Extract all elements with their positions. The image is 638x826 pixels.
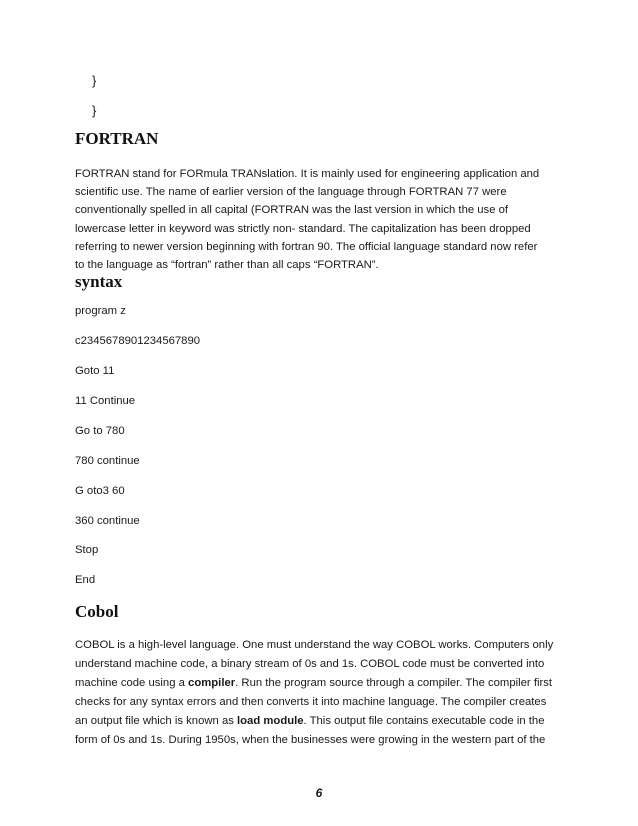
code-line-1: program z [75, 305, 126, 317]
cobol-line-1: COBOL is a high-level language. One must understand the way COBOL works. Computers only [75, 639, 554, 651]
cobol-line-3-end: . Run the program source through a compiler. The compiler first [235, 676, 553, 689]
cobol-line-3 [75, 674, 570, 693]
heading-cobol: Cobol [75, 602, 119, 621]
heading-syntax: syntax [75, 272, 123, 291]
cobol-line-5 [75, 712, 570, 731]
page-number: 6 [315, 786, 323, 800]
code-line-8: 360 continue [75, 515, 140, 527]
term-load-module: load module [237, 714, 304, 727]
fortran-line-2: scientific use. The name of earlier version of the language through FORTRAN 77 were [75, 186, 507, 199]
cobol-line-6: form of 0s and 1s. During 1950s, when the businesses were growing in the western part of the [75, 733, 546, 746]
code-brace-1: } [92, 73, 97, 88]
cobol-line-5-end: . This output file contains executable code in the [303, 714, 545, 727]
fortran-paragraph [75, 165, 565, 274]
fortran-line-5: referring to newer version beginning with fortran 90. The official language standard now refer [75, 240, 538, 253]
term-compiler: compiler [188, 676, 236, 689]
fortran-line-3: conventionally spelled in all capital (FORTRAN was the last version in which the use of [75, 204, 509, 217]
code-line-10: End [75, 574, 96, 586]
heading-fortran: FORTRAN [75, 129, 159, 148]
fortran-line-6: to the language as “fortran” rather than all caps “FORTRAN”. [75, 259, 379, 272]
code-line-4: 11 Continue [75, 395, 136, 407]
cobol-paragraph [75, 636, 570, 749]
cobol-line-2: understand machine code, a binary stream of 0s and 1s. COBOL code must be converted into [75, 657, 545, 670]
code-line-5: Go to 780 [75, 425, 125, 437]
cobol-line-4: checks for any syntax errors and then converts it into machine language. The compiler creates [75, 695, 547, 708]
fortran-line-1: FORTRAN stand for FORmula TRANslation. It is mainly used for engineering application and [75, 168, 540, 180]
code-line-9: Stop [75, 544, 99, 556]
code-line-6: 780 continue [75, 455, 140, 467]
cobol-line-3-start: machine code using a [75, 676, 189, 689]
fortran-line-4: lowercase letter in keyword was strictly non- standard. The capitalization has been dropped [75, 222, 531, 235]
code-line-2: c2345678901234567890 [75, 335, 201, 347]
cobol-line-5-start: an output file which is known as [75, 714, 238, 727]
code-brace-2: } [92, 103, 97, 118]
code-line-3: Goto 11 [75, 365, 115, 377]
code-line-7: G oto3 60 [75, 485, 125, 497]
